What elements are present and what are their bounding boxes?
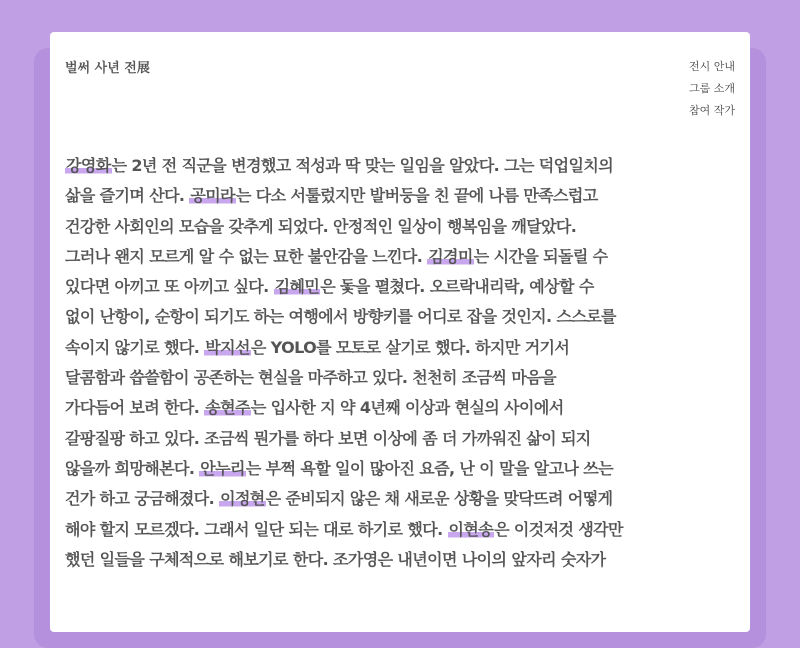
- article-line: [65, 333, 637, 363]
- article-text: 건가 하고 궁금해졌다.: [65, 489, 220, 509]
- article-text: 은 돛을 펼쳤다. 오르락내리락, 예상할 수: [320, 277, 594, 297]
- highlighted-name: 안누리: [200, 458, 245, 478]
- article-text: 는 부쩍 욕할 일이 많아진 요즘, 난 이 말을 알고나 쓰는: [245, 458, 614, 478]
- highlighted-name: 공미라: [190, 186, 235, 206]
- article-text: 달콤함과 씁쓸함이 공존하는 현실을 마주하고 있다. 천천히 조금씩 마음을: [65, 368, 556, 388]
- article-text: 는 입사한 지 약 4년째 이상과 현실의 사이에서: [250, 398, 564, 418]
- highlighted-name: 이현송: [448, 519, 494, 539]
- article-line: [65, 151, 637, 181]
- highlighted-name: 강영화: [66, 156, 111, 175]
- article-line: [65, 302, 637, 332]
- article-text: 는 2년 전 직군을 변경했고 적성과 딱 맞는 일임을 알았다. 그는 덕업일치의: [111, 156, 614, 175]
- article-text: 해야 할지 모르겠다. 그래서 일단 되는 대로 하기로 했다.: [65, 519, 448, 539]
- article-text: 그러나 왠지 모르게 알 수 없는 묘한 불안감을 느낀다.: [65, 246, 428, 266]
- article-text: 삶을 즐기며 산다.: [65, 186, 190, 206]
- highlighted-name: 김혜민: [274, 277, 320, 297]
- nav-item-group-intro[interactable]: 그룹 소개: [688, 82, 735, 95]
- article-text: 있다면 아끼고 또 아끼고 싶다.: [65, 277, 274, 297]
- article-line: [65, 515, 637, 545]
- article-text: 했던 일들을 구체적으로 해보기로 한다. 조가영은 내년이면 나이의 앞자리 숫자가: [65, 549, 606, 569]
- article-text: 속이지 않기로 했다.: [65, 337, 205, 357]
- article-line: [65, 181, 637, 211]
- nav-menu: [615, 56, 735, 122]
- nav-item-participating-artists[interactable]: 참여 작가: [688, 104, 735, 117]
- article-line: [65, 363, 637, 393]
- article-line: [65, 272, 637, 302]
- site-title[interactable]: 벌써 사년 전展: [65, 61, 150, 76]
- article-line: [65, 484, 637, 514]
- article-text: 없이 난항이, 순항이 되기도 하는 여행에서 방향키를 어디로 잡을 것인지. 스스로를: [65, 307, 616, 327]
- article-text: 건강한 사회인의 모습을 갖추게 되었다. 안정적인 일상이 행복임을 깨달았다.: [65, 216, 577, 236]
- highlighted-name: 송현주: [205, 398, 250, 418]
- article-line: [65, 212, 637, 242]
- article-text: 은 YOLO를 모토로 살기로 했다. 하지만 거기서: [250, 337, 570, 357]
- article-line: [65, 393, 637, 423]
- article-text: 가다듬어 보려 한다.: [65, 398, 205, 418]
- highlighted-name: 이정현: [220, 489, 265, 509]
- article-text: 갈팡질팡 하고 있다. 조금씩 뭔가를 하다 보면 이상에 좀 더 가까워진 삶이 되지: [65, 428, 591, 448]
- article-line: [65, 424, 637, 454]
- article-text: 은 이것저것 생각만: [494, 519, 623, 539]
- article-text: 는 시간을 되돌릴 수: [473, 246, 608, 266]
- nav-item-exhibition-info[interactable]: 전시 안내: [688, 60, 735, 73]
- article-text: 는 다소 서툴렀지만 발버둥을 친 끝에 나름 만족스럽고: [235, 186, 598, 206]
- article-body: [65, 151, 637, 575]
- highlighted-name: 김경미: [428, 246, 473, 266]
- article-text: 은 준비되지 않은 채 새로운 상황을 맞닥뜨려 어떻게: [265, 489, 613, 509]
- article-line: [65, 545, 637, 575]
- highlighted-name: 박지선: [205, 337, 250, 357]
- article-line: [65, 242, 637, 272]
- article-line: [65, 454, 637, 484]
- article-text: 않을까 희망해본다.: [65, 458, 200, 478]
